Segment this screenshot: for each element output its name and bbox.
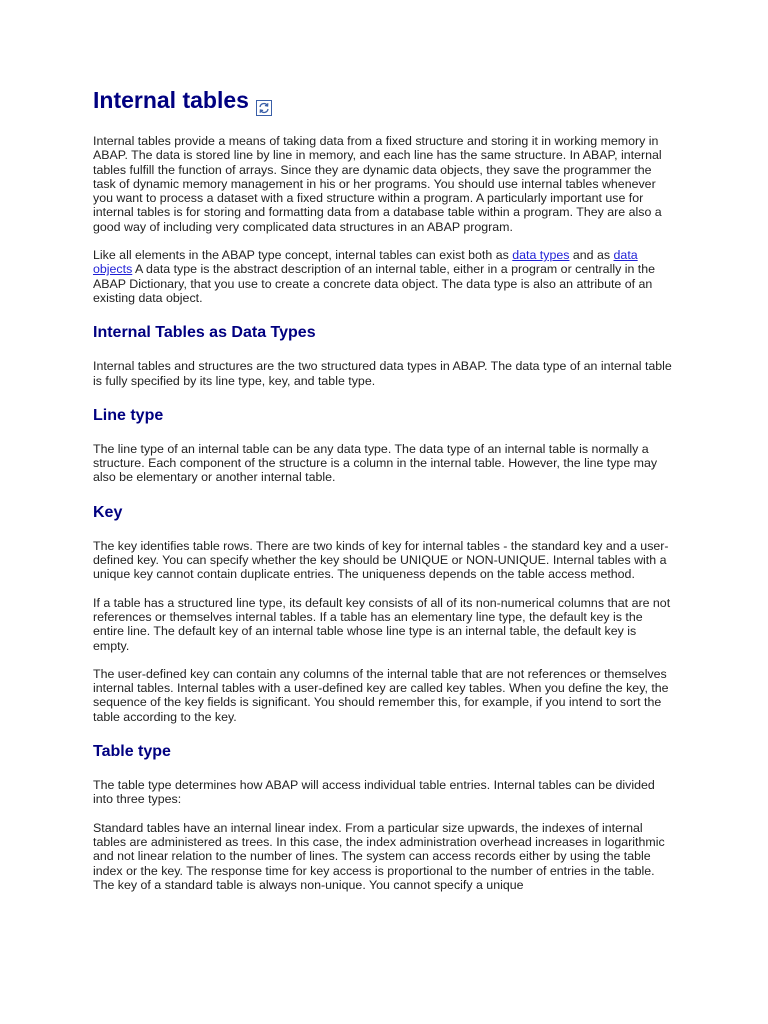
- key-paragraph-2: If a table has a structured line type, its default key consists of all of its non-numerical columns that are not references or themselves internal tables. If a table has an elementary line type, the default key is the entire line. The default key of an internal table whose line type is an internal table, the default key is empty.: [93, 595, 671, 653]
- section-heading-key: Key: [93, 503, 123, 521]
- intro-paragraph-2: [93, 248, 675, 305]
- data-types-link[interactable]: data types: [512, 248, 570, 263]
- section-heading-table-type: Table type: [93, 743, 171, 761]
- page-title: [93, 84, 675, 116]
- key-paragraph-3: The user-defined key can contain any columns of the internal table that are not references or themselves internal tables. Internal tables with a user-defined key are called key tables. When you define the key, the sequence of the key fields is significant. You should remember this, for example, if you intend to sort the table according to the key.: [93, 666, 669, 724]
- page-title-text: Internal tables: [93, 87, 249, 113]
- line-type-paragraph: The line type of an internal table can be any data type. The data type of an internal table is normally a structure. Each component of the structure is a column in the internal table. However, the line type may also be elementary or another internal table.: [93, 441, 658, 485]
- document-content: [93, 84, 675, 906]
- intro-p2-text-middle: and as: [569, 248, 614, 263]
- table-type-paragraph-1: The table type determines how ABAP will access individual table entries. Internal tables can be divided into three types:: [93, 778, 655, 807]
- section-heading-data-types: Internal Tables as Data Types: [93, 324, 316, 342]
- intro-p2-text-after: A data type is the abstract description of an internal table, either in a program or centrally in the ABAP Dictionary, that you use to create a concrete data object. The data type is also an attribute of an existing data object.: [93, 262, 656, 305]
- intro-p2-text-before: Like all elements in the ABAP type concept, internal tables can exist both as: [93, 248, 513, 263]
- data-types-paragraph: Internal tables and structures are the two structured data types in ABAP. The data type of an internal table is fully specified by its line type, key, and table type.: [93, 359, 672, 388]
- key-paragraph-1: The key identifies table rows. There are two kinds of key for internal tables - the standard key and a user-defined key. You can specify whether the key should be UNIQUE or NON-UNIQUE. Internal tables with a unique key cannot contain duplicate entries. The uniqueness depends on the table access method.: [93, 538, 669, 582]
- section-heading-line-type: Line type: [93, 406, 164, 424]
- data-objects-link[interactable]: data objects: [93, 248, 638, 277]
- table-type-paragraph-2: Standard tables have an internal linear index. From a particular size upwards, the indexes of internal tables are administered as trees. In this case, the index administration overhead increases in logarithmic and not linear relation to the number of lines. The system can access records either by using the table index or the key. The response time for key access is proportional to the number of entries in the table. The key of a standard table is always non-unique. You cannot specify a unique: [93, 820, 665, 892]
- intro-paragraph-1: Internal tables provide a means of taking data from a fixed structure and storing it in working memory in ABAP. The data is stored line by line in memory, and each line has the same structure. In ABAP, internal tables fulfill the function of arrays. Since they are dynamic data objects, they save the programmer the task of dynamic memory management in his or her programs. You should use internal tables whenever you want to process a dataset with a fixed structure within a program. A particularly important use for internal tables is for storing and formatting data from a database table within a program. They are also a good way of including very complicated data structures in an ABAP program.: [93, 134, 662, 234]
- sync-icon[interactable]: [256, 92, 272, 108]
